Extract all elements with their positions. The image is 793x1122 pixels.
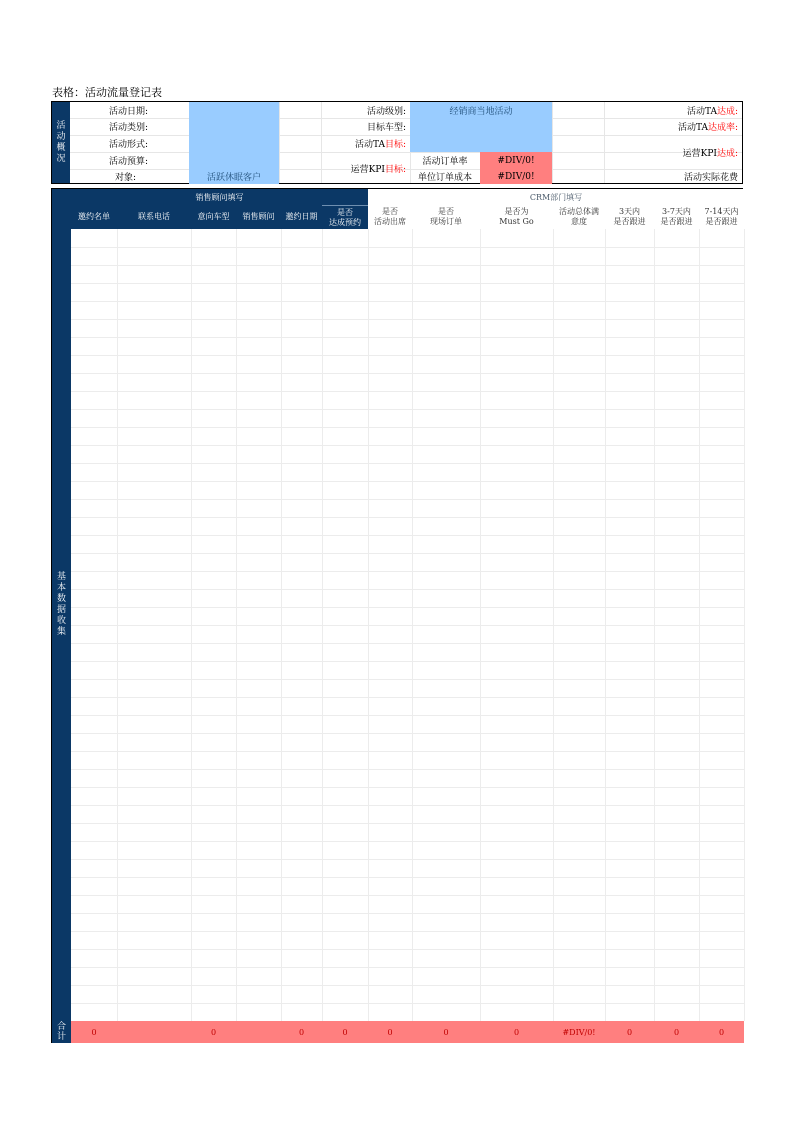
ta-target-field[interactable] [410,135,552,152]
target-model-label: 目标车型: [366,123,406,133]
activity-form-label: 活动形式: [108,140,148,150]
grid-row-line [71,337,744,338]
activity-type-field[interactable] [189,118,279,135]
grid-column-line [744,229,745,1021]
grid-row-line [71,553,744,554]
grid-row-line [71,643,744,644]
grid-row-line [71,625,744,626]
grid-row-line [71,373,744,374]
grid-row-line [71,931,744,932]
unit-cost-value: #DIV/0! [480,169,552,184]
activity-form-field[interactable] [189,135,279,152]
total-consultant [236,1021,281,1043]
grid-row-line [71,391,744,392]
col-header-appointment: 是否 达成预约 [322,205,368,229]
grid-row-line [71,859,744,860]
grid-row-line [71,697,744,698]
grid-row-line [71,967,744,968]
target-audience-label: 对象: [114,173,136,183]
total-appointment: 0 [342,1027,348,1037]
grid-row-line [71,301,744,302]
order-rate-value: #DIV/0! [480,152,552,169]
activity-level-field[interactable]: 经销商当地活动 [410,102,552,118]
col-header-invitee: 邀约名单 [71,205,117,229]
grid-row-line [71,805,744,806]
grid-row-line [71,769,744,770]
total-invitee: 0 [91,1027,97,1037]
crm-group-header: CRM部门填写 [529,192,583,202]
activity-level-label: 活动级别: [366,106,406,117]
grid-row-line [71,607,744,608]
grid-row-line [71,733,744,734]
grid-row-line [71,247,744,248]
grid-row-line [71,589,744,590]
grid-row-line [71,985,744,986]
unit-cost-label: 单位订单成本 [417,173,472,183]
sales-group-header: 销售顾问填写 [71,189,368,205]
activity-budget-label: 活动预算: [108,157,148,167]
activity-overview [51,101,743,184]
activity-budget-field[interactable] [189,152,279,169]
grid-row-line [71,877,744,878]
order-rate-label: 活动订单率 [422,157,468,167]
grid-row-line [71,787,744,788]
overview-side-label: 活 动 概 况 [52,102,70,183]
grid-row-line [71,661,744,662]
grid-row-line [71,355,744,356]
grid-row-line [71,751,744,752]
grid-row-line [71,571,744,572]
totals-row [71,1021,744,1043]
col-header-consultant: 销售顾问 [236,205,281,229]
total-invite-date: 0 [298,1027,305,1037]
grid-row-line [71,427,744,428]
total-followup-3-7d: 0 [673,1027,680,1037]
col-header-onsite-order: 是否 现场订单 [412,205,480,229]
grid-row-line [71,319,744,320]
grid-row-line [71,895,744,896]
total-satisfaction: #DIV/0! [562,1027,596,1037]
col-header-model: 意向车型 [191,205,236,229]
total-attendance: 0 [387,1027,393,1037]
target-audience-field[interactable]: 活跃休眠客户 [189,169,279,184]
ta-rate-label: 活动TA 达成率: [677,123,738,133]
col-header-attendance: 是否 活动出席 [368,205,412,229]
kpi-achieved-label: 运营KPI 达成: [682,148,738,159]
grid-row-line [71,445,744,446]
col-header-invite-date: 邀约日期 [281,205,322,229]
grid-row-line [71,715,744,716]
col-header-followup-7-14d: 7-14天内 是否跟进 [699,205,744,229]
basic-data-collection [51,188,743,1043]
grid-row-line [71,841,744,842]
grid-row-line [71,913,744,914]
activity-date-field[interactable] [189,102,279,118]
grid-row-line [71,1003,744,1004]
activity-date-label: 活动日期: [108,106,148,117]
target-model-field[interactable] [410,118,552,135]
ta-achieved-label: 活动TA 达成: [686,106,738,117]
grid-row-line [71,463,744,464]
grid-row-line [71,949,744,950]
col-header-satisfaction: 活动总体满 意度 [553,205,605,229]
sheet-title: 表格：活动流量登记表 [52,86,162,99]
actual-cost-label: 活动实际花费 [683,173,738,183]
grid-row-line [71,409,744,410]
col-header-followup-3-7d: 3-7天内 是否跟进 [654,205,699,229]
total-onsite-order: 0 [443,1027,449,1037]
ta-target-label: 活动TA 目标: [354,140,406,150]
total-must-go: 0 [513,1027,520,1037]
grid-row-line [71,481,744,482]
total-phone [117,1021,191,1043]
grid-row-line [71,823,744,824]
total-followup-3d: 0 [626,1027,633,1037]
grid-row-line [71,517,744,518]
col-header-phone: 联系电话 [117,205,191,229]
total-followup-7-14d: 0 [718,1027,725,1037]
grid-row-line [71,283,744,284]
grid-row-line [71,499,744,500]
total-model: 0 [210,1027,217,1037]
grid-row-line [71,535,744,536]
col-header-followup-3d: 3天内 是否跟进 [605,205,654,229]
activity-type-label: 活动类别: [108,123,148,133]
grid-row-line [71,265,744,266]
data-side-label: 基 本 数 据 收 集 [52,189,71,1021]
data-grid[interactable] [71,229,744,1021]
kpi-target-label: 运营KPI 目标: [350,164,406,175]
total-side-label: 合 计 [52,1021,71,1043]
col-header-must-go: 是否为 Must Go [480,205,553,229]
grid-row-line [71,679,744,680]
